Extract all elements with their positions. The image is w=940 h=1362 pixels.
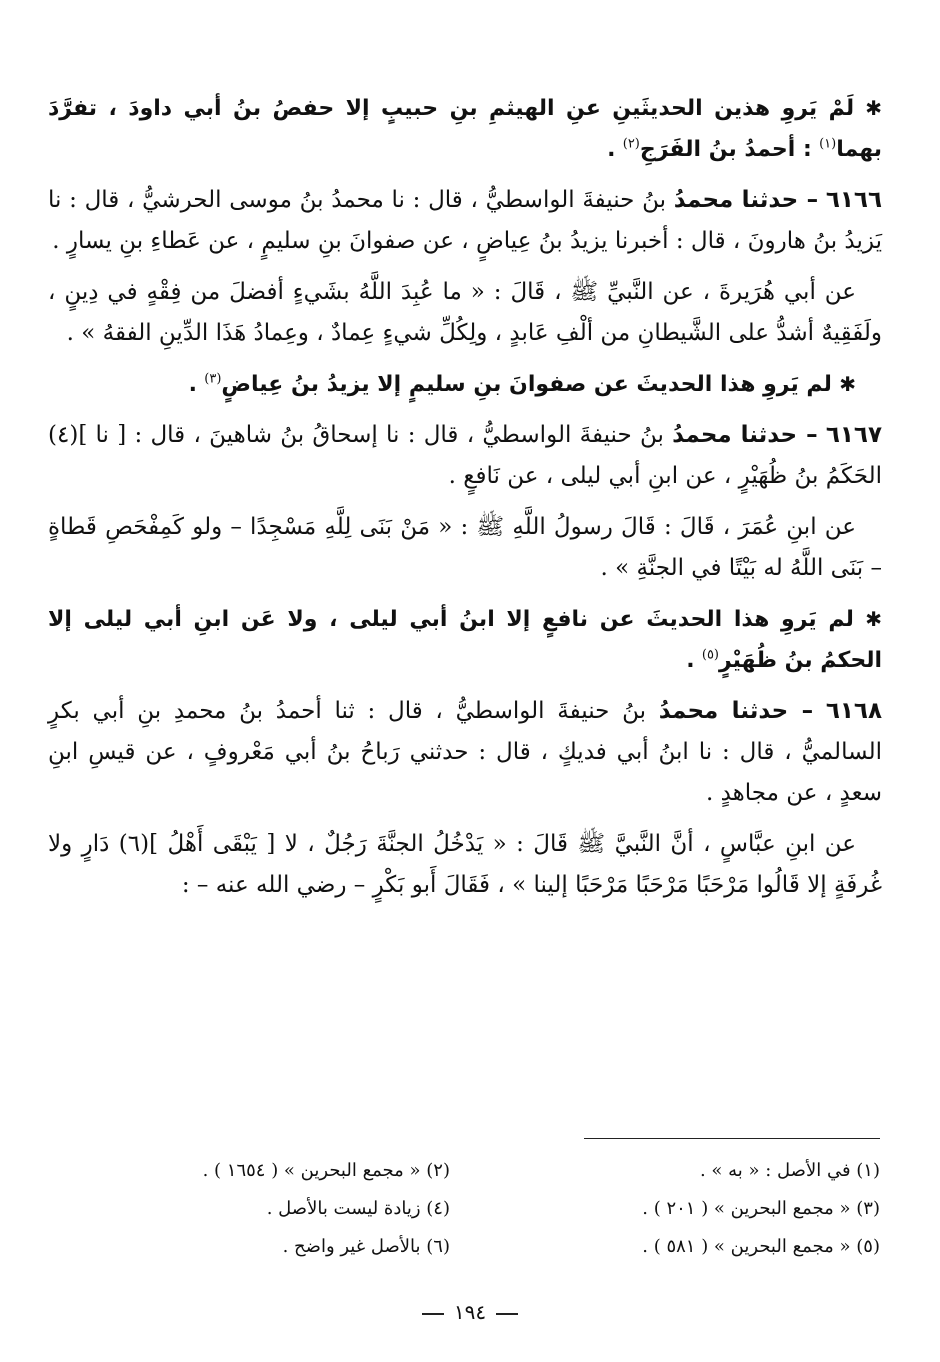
footnote-5: (٥) « مجمع البحرين » ( ٥٨١ ) .: [642, 1236, 880, 1257]
hadith-text: عن ابنِ عُمَرَ ، قَالَ : قَالَ رسولُ اللَّهِ ﷺ : « مَنْ بَنَى لِلَّهِ مَسْجِدًا – ولو كَمِفْحَصِ قَطاةٍ – بَنَى اللَّهُ له بَيْتًا في الجنَّةِ » .: [48, 514, 882, 581]
footnote-ref: (٢): [622, 136, 640, 152]
hadith-lead: – حدثنا محمدُ: [672, 422, 818, 448]
star-marker: ✱: [839, 372, 856, 396]
note-paragraph: [48, 88, 882, 170]
hadith-number: ٦١٦٧: [825, 422, 883, 448]
footnote-1: (١) في الأصل : « به » .: [699, 1160, 880, 1181]
hadith-chain: بنُ حنيفةَ الواسطيُّ ، قال : ثنا أحمدُ بنُ محمدِ بنِ أبي بكرٍ السالميُّ ، قال : نا ابنُ أبي فديكٍ ، قال : حدثني رَباحُ بنُ أبي مَعْروفٍ ، عن قيسِ ابنِ سعدٍ ، عن مجاهدٍ .: [48, 698, 882, 806]
note-end: .: [188, 372, 197, 397]
footnote-ref: (١): [819, 136, 837, 152]
hadith-paragraph: [48, 415, 882, 497]
footnote-2: (٢) « مجمع البحرين » ( ١٦٥٤ ) .: [202, 1160, 450, 1181]
star-marker: ✱: [865, 607, 883, 631]
footnote-divider: [584, 1138, 880, 1139]
hadith-lead: – حدثنا محمدُ: [658, 698, 814, 724]
note-paragraph: [48, 599, 882, 681]
hadith-text: عن أبي هُرَيرةَ ، عن النَّبيِّ ﷺ ، قَالَ : « ما عُبِدَ اللَّهُ بشَيءٍ أفضلَ من فِقْهٍ في دِينٍ ، ولَفَقِيهٌ أشدُّ على الشَّيطانِ من ألْفِ عَابدٍ ، ولِكُلِّ شيءٍ عِمادٌ ، وعِمادُ هَذَا الدِّينِ الفقهُ » .: [48, 279, 882, 346]
note-end: .: [686, 648, 695, 673]
footnote-6: (٦) بالأصل غير واضح .: [282, 1236, 450, 1257]
footnote-4: (٤) زيادة ليست بالأصل .: [266, 1198, 450, 1219]
note-paragraph: [48, 364, 882, 405]
hadith-lead: – حدثنا محمدُ: [673, 187, 819, 213]
footnote-3: (٣) « مجمع البحرين » ( ٢٠١ ) .: [642, 1198, 880, 1219]
note-text: لم يَروِ هذا الحديثَ عن صفوانَ بنِ سليمٍ إلا يزيدُ بنُ عِياضٍ: [221, 372, 832, 397]
page-number-text: ١٩٤: [453, 1300, 487, 1324]
hadith-chain: بنُ حنيفةَ الواسطيُّ ، قال : نا إسحاقُ بنُ شاهينَ ، قال : [ نا ](٤) الحَكَمُ بنُ ظُهَيْرٍ ، عن ابنِ أبي ليلى ، عن نَافعٍ .: [48, 422, 882, 489]
footnote-ref: (٥): [701, 647, 719, 663]
note-text: لم يَروِ هذا الحديثَ عن نافعٍ إلا ابنُ أبي ليلى ، ولا عَن ابنِ أبي ليلى إلا الحكمُ بنُ ظُهَيْرٍ: [48, 607, 882, 673]
hadith-chain: بنُ حنيفةَ الواسطيُّ ، قال : نا محمدُ بنُ موسى الحرشيُّ ، قال : نا يَزيدُ بنُ هارونَ ، قال : أخبرنا يزيدُ بنُ عِياضٍ ، عن صفوانَ بنِ سليمٍ ، عن عَطاءِ بنِ يسارٍ .: [48, 187, 882, 254]
footnote-ref: (٣): [204, 371, 222, 387]
dash-decoration: [496, 1313, 518, 1315]
note-text-cont: : أحمدُ بنُ الفَرَجِ: [639, 137, 812, 162]
hadith-number: ٦١٦٦: [825, 187, 882, 213]
hadith-paragraph: [48, 180, 882, 262]
note-end: .: [607, 137, 616, 162]
hadith-paragraph: [48, 691, 882, 814]
star-marker: ✱: [865, 96, 883, 120]
hadith-text: عن ابنِ عبَّاسٍ ، أنَّ النَّبيَّ ﷺ قَالَ : « يَدْخُلُ الجنَّةَ رَجُلٌ ، لا [ يَبْقَى أَهْلُ ](٦) دَارٍ ولا غُرفَةٍ إلا قَالُوا مَرْحَبًا مَرْحَبًا مَرْحَبًا إلينا » ، فَقَالَ أَبو بَكْرٍ – رضي الله عنه – :: [48, 831, 882, 898]
dash-decoration: [422, 1313, 444, 1315]
footnotes: [60, 1152, 880, 1266]
hadith-number: ٦١٦٨: [825, 698, 883, 724]
main-text: [48, 88, 882, 916]
page-number: [0, 1300, 940, 1324]
note-text: لَمْ يَروِ هذين الحديثَينِ عنِ الهيثمِ بنِ حبيبٍ إلا حفصُ بنُ أبي داودَ ، تفرَّدَ بهما: [48, 96, 882, 162]
